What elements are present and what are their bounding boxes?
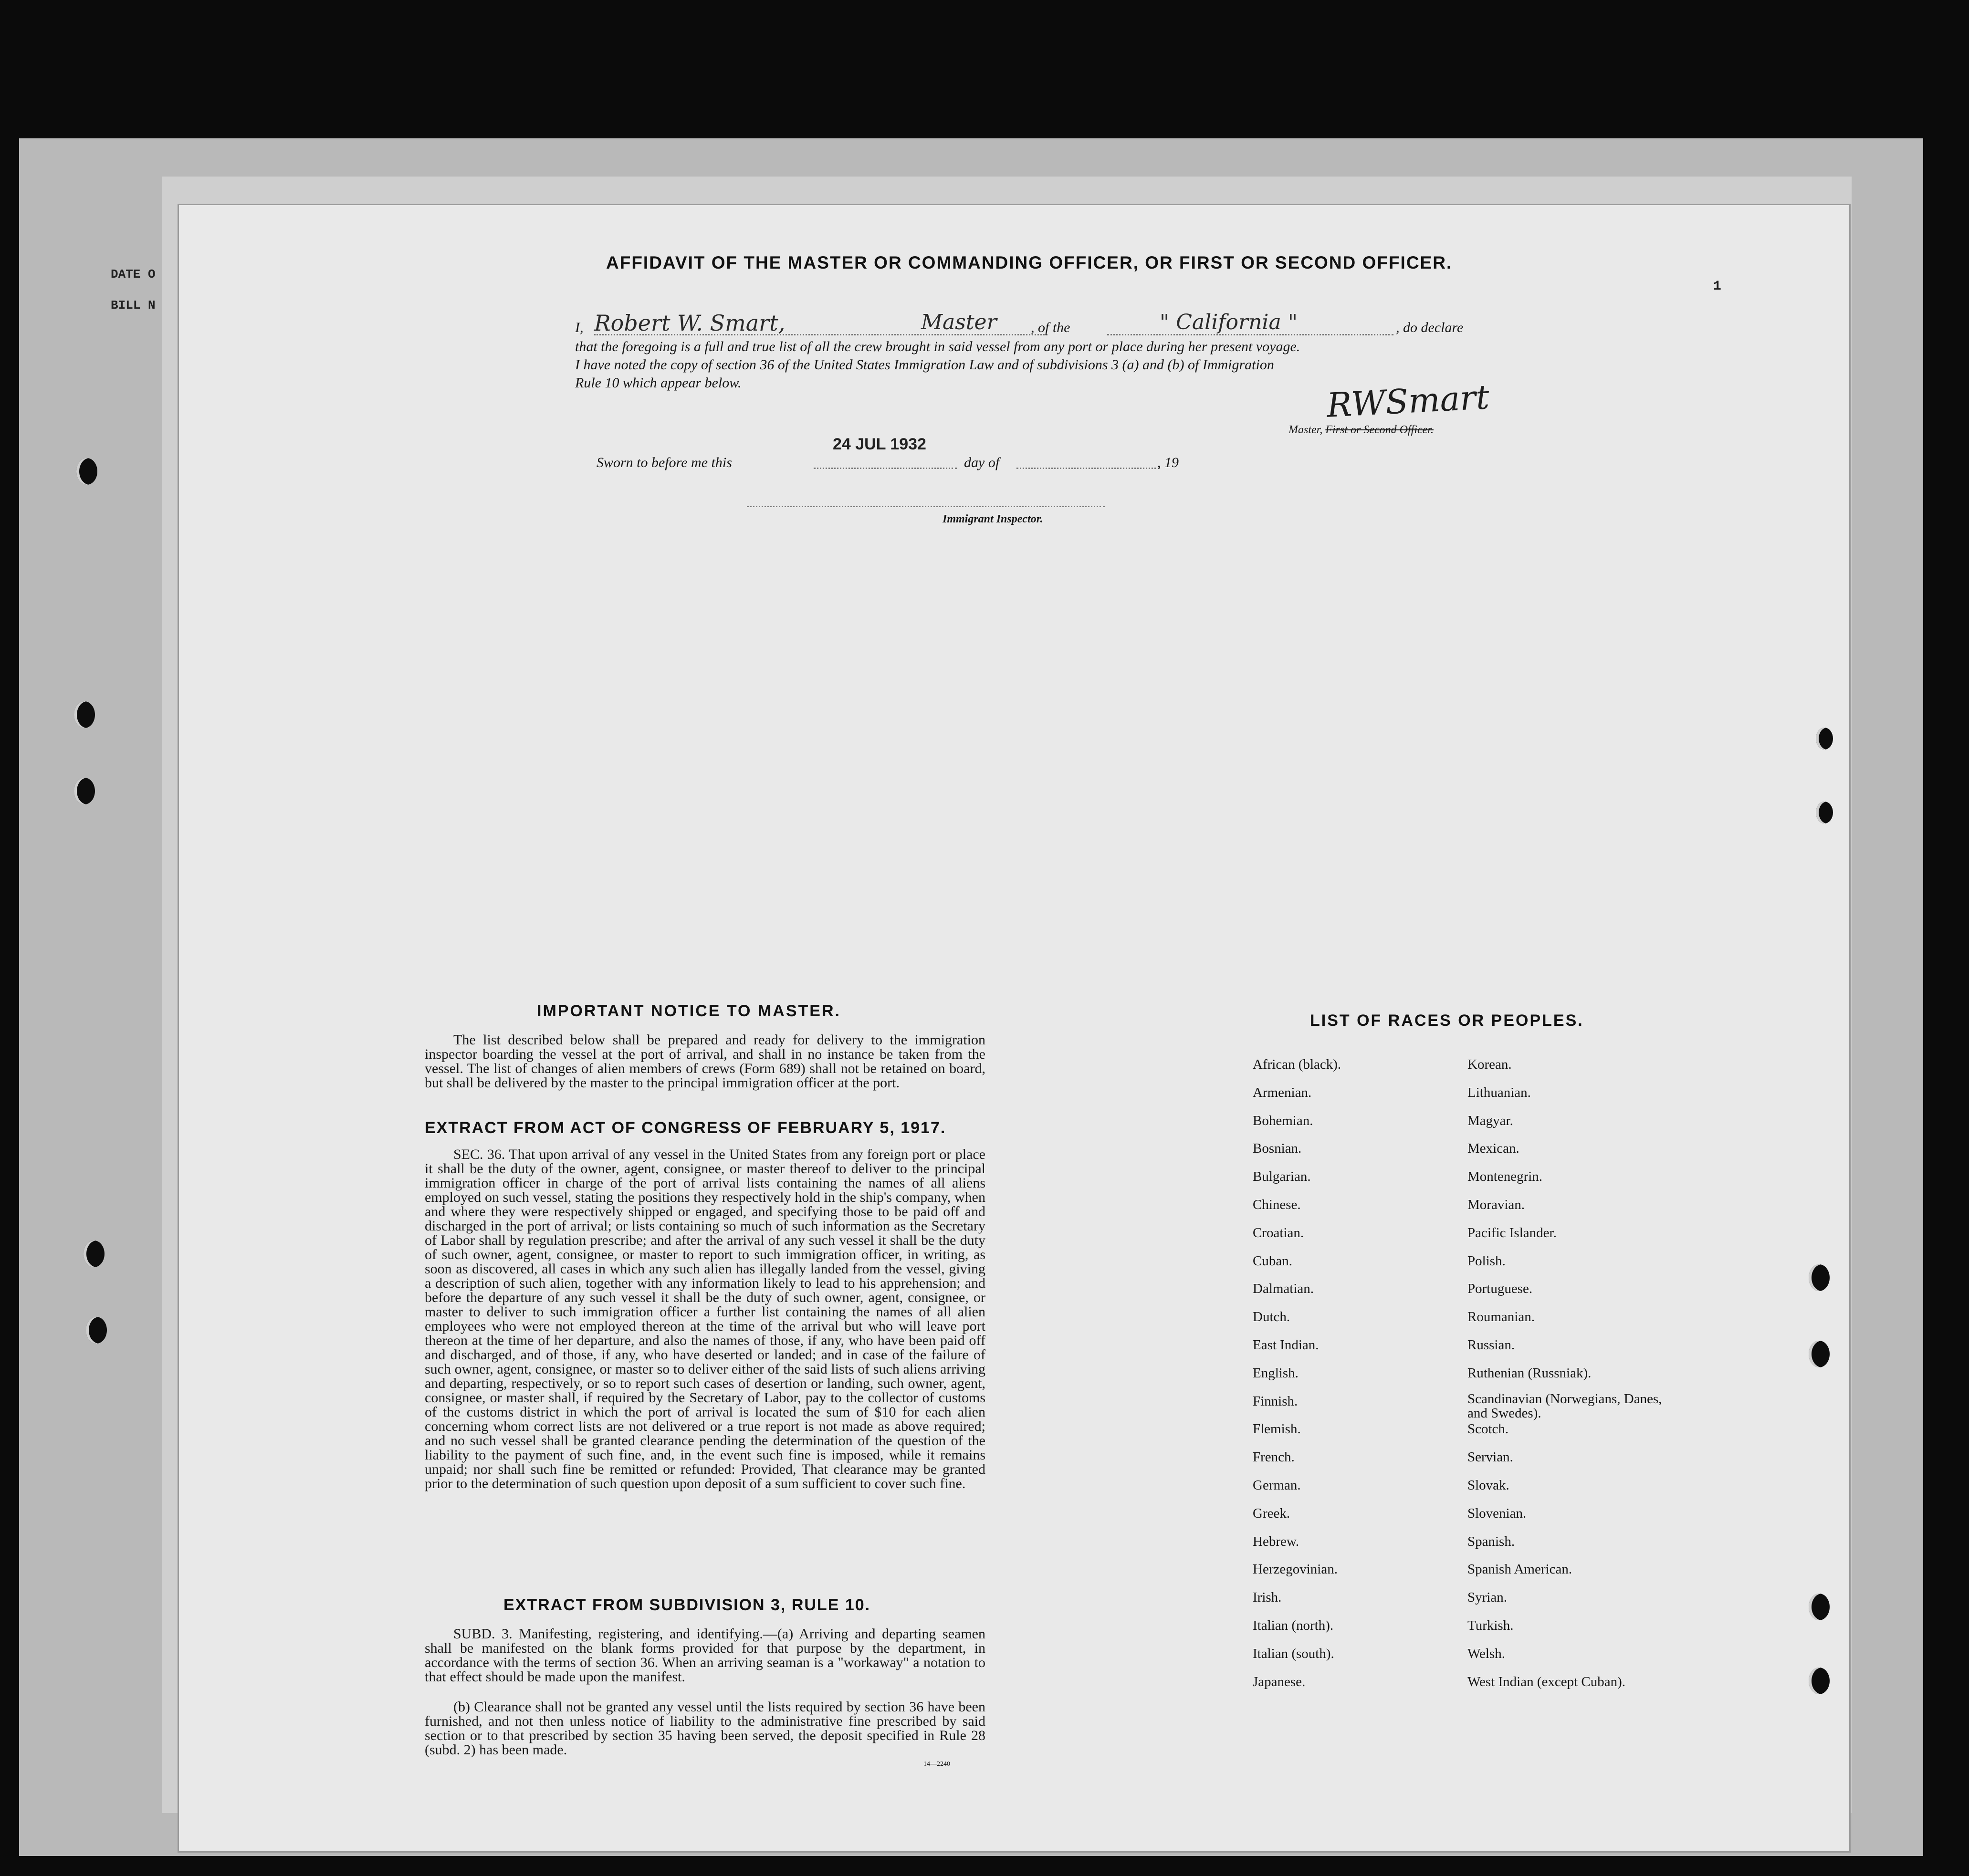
race-item: Polish. xyxy=(1467,1253,1506,1269)
race-item: Bosnian. xyxy=(1253,1141,1302,1157)
signature-caption-struck: First or Second Officer. xyxy=(1325,424,1434,436)
race-item: Armenian. xyxy=(1253,1084,1312,1100)
edge-bill-label: BILL N xyxy=(111,298,156,313)
race-item: Italian (north). xyxy=(1253,1618,1334,1633)
master-name: Robert W. Smart, xyxy=(594,310,786,336)
master-rank: Master xyxy=(921,310,997,334)
vessel-rule xyxy=(1107,334,1393,335)
race-item: Syrian. xyxy=(1467,1590,1507,1605)
race-item: Scotch. xyxy=(1467,1421,1509,1437)
race-item: Herzegovinian. xyxy=(1253,1562,1338,1577)
punch-hole xyxy=(1809,1594,1830,1620)
affidavit-line-2: that the foregoing is a full and true list of all the crew brought in said vessel from any port or place during her present voyage. xyxy=(575,339,1300,354)
race-item: Ruthenian (Russniak). xyxy=(1467,1365,1592,1381)
race-item: Spanish American. xyxy=(1467,1562,1572,1577)
race-item: Slovenian. xyxy=(1467,1505,1527,1521)
race-item: Scandinavian (Norwegians, Danes, and Swedes). xyxy=(1467,1391,1662,1421)
race-item: Portuguese. xyxy=(1467,1281,1533,1297)
affidavit-line-3: I have noted the copy of section 36 of the United States Immigration Law and of subdivisions 3 (a) and (b) of Immigration xyxy=(575,357,1274,373)
affidavit-title: AFFIDAVIT OF THE MASTER OR COMMANDING OFFICER, OR FIRST OR SECOND OFFICER. xyxy=(606,253,1453,272)
affidavit-line-4: Rule 10 which appear below. xyxy=(575,375,742,391)
race-item: Chinese. xyxy=(1253,1197,1301,1212)
affidavit-page xyxy=(179,205,1849,1851)
race-item: Spanish. xyxy=(1467,1533,1515,1549)
year-prefix: , 19 xyxy=(1157,455,1179,470)
signature-caption-master: Master, xyxy=(1288,424,1323,436)
race-item: Dalmatian. xyxy=(1253,1281,1314,1297)
day-rule xyxy=(814,468,957,469)
race-item: Lithuanian. xyxy=(1467,1084,1531,1100)
race-item: Slovak. xyxy=(1467,1478,1509,1493)
race-item: Roumanian. xyxy=(1467,1309,1535,1325)
race-item: Irish. xyxy=(1253,1590,1282,1605)
rule-extract-para-b: (b) Clearance shall not be granted any vessel until the lists required by section 36 have been furnished, and not then unless notice of liability to the administrative fine prescribed by said section or to that prescribed by section 35 having been served, the deposit specified in Rule 28 (subd. 2) has been made. xyxy=(425,1699,985,1758)
race-item: Welsh. xyxy=(1467,1646,1506,1661)
edge-date-label: DATE O xyxy=(111,267,156,281)
corner-mark: 1 xyxy=(1713,279,1721,294)
race-item: Flemish. xyxy=(1253,1421,1301,1437)
races-title: LIST OF RACES OR PEOPLES. xyxy=(1310,1011,1584,1030)
do-declare: , do declare xyxy=(1396,320,1464,335)
race-item: Pacific Islander. xyxy=(1467,1225,1557,1240)
signature-caption xyxy=(1288,424,1434,437)
inspector-rule xyxy=(747,506,1105,507)
of-the: , of the xyxy=(1031,320,1070,335)
race-item: Bohemian. xyxy=(1253,1113,1313,1128)
notice-body: The list described below shall be prepared and ready for delivery to the immigration inspector boarding the vessel at the port of arrival, and shall in no instance be taken from the vessel. The list of changes of alien members of crews (Form 689) shall not be retained on board, but shall be delivered by the master to the principal immigration officer at the port. xyxy=(425,1032,985,1091)
race-item: Servian. xyxy=(1467,1449,1513,1465)
punch-hole xyxy=(84,1240,105,1267)
race-item: Croatian. xyxy=(1253,1225,1304,1240)
punch-hole xyxy=(74,701,95,728)
race-item: Russian. xyxy=(1467,1337,1515,1353)
race-item: Turkish. xyxy=(1467,1618,1514,1633)
race-item: Italian (south). xyxy=(1253,1646,1334,1661)
affidavit-i: I, xyxy=(575,320,584,335)
race-item: West Indian (except Cuban). xyxy=(1467,1674,1626,1689)
race-item: Hebrew. xyxy=(1253,1533,1299,1549)
race-item: French. xyxy=(1253,1449,1295,1465)
month-rule xyxy=(1016,468,1160,469)
race-item: German. xyxy=(1253,1478,1301,1493)
race-item: Dutch. xyxy=(1253,1309,1290,1325)
race-item: English. xyxy=(1253,1365,1299,1381)
race-item: Bulgarian. xyxy=(1253,1169,1311,1185)
inspector-caption: Immigrant Inspector. xyxy=(943,513,1043,525)
rule-extract-title: EXTRACT FROM SUBDIVISION 3, RULE 10. xyxy=(503,1596,871,1614)
act-extract-body: SEC. 36. That upon arrival of any vessel in the United States from any foreign port or place it shall be the duty of the owner, agent, consignee, or master thereof to deliver to the principal immigration officer in charge of the port of arrival lists containing the names of all aliens employed on such vessel, stating the positions they respectively hold in the ship's company, when and where they were respectively shipped or engaged, and specifying those to be paid off and discharged in the port of arrival; or lists containing so much of such information as the Secretary of Labor shall by regulation prescribe; and after the arrival of any such vessel it shall be the duty of such owner, agent, consignee, or master to report to such immigration officer, in writing, as soon as discovered, all cases in which any such alien has illegally landed from the vessel, giving a description of such alien, together with any information likely to lead to his apprehension; and before the departure of any such vessel it shall be the duty of such owner, agent, consignee, or master to deliver to such immigration officer a further list containing the names of all alien employees who were not employed thereon at the time of the arrival but who will leave port thereon at the time of her departure, and also the names of those, if any, who have been paid off and discharged, and of those, if any, who have deserted or landed; and in case of the failure of such owner, agent, consignee, or master so to deliver either of the said lists of such aliens arriving and departing, respectively, or so to report such cases of desertion or landing, such owner, agent, consignee, or master shall, if required by the Secretary of Labor, pay to the collector of customs of the customs district in which the port of arrival is located the sum of $10 for each alien concerning whom correct lists are not delivered or a true report is not made as above required; and no such vessel shall be granted clearance pending the determination of the question of the liability to the payment of such fine, and, in the event such fine is imposed, while it remains unpaid; nor shall such fine be remitted or refunded: Provided, That clearance may be granted prior to the determination of such question upon deposit of a sum sufficient to cover such fine. xyxy=(425,1146,985,1491)
act-extract-title: EXTRACT FROM ACT OF CONGRESS OF FEBRUARY 5, 1917. xyxy=(425,1119,946,1137)
name-rule xyxy=(594,334,1047,335)
punch-hole xyxy=(74,778,95,804)
punch-hole xyxy=(1809,1668,1830,1694)
punch-hole xyxy=(86,1317,107,1344)
date-stamp: 24 JUL 1932 xyxy=(833,435,926,453)
punch-hole xyxy=(1809,1264,1830,1291)
race-item: Finnish. xyxy=(1253,1393,1298,1409)
notice-title: IMPORTANT NOTICE TO MASTER. xyxy=(537,1002,841,1020)
rule-extract-para-a: SUBD. 3. Manifesting, registering, and identifying.—(a) Arriving and departing seamen shall be manifested on the blank forms provided for that purpose by the department, in accordance with the terms of section 36. When an arriving seaman is a "workaway" a notation to that effect should be made upon the manifest. xyxy=(425,1626,985,1685)
sworn-text: Sworn to before me this xyxy=(597,455,732,470)
race-item: East Indian. xyxy=(1253,1337,1319,1353)
race-item: Japanese. xyxy=(1253,1674,1306,1689)
punch-hole xyxy=(1809,1341,1830,1367)
race-item: Cuban. xyxy=(1253,1253,1292,1269)
race-item: Korean. xyxy=(1467,1057,1512,1072)
vessel-name: " California " xyxy=(1160,310,1298,334)
race-item: Montenegrin. xyxy=(1467,1169,1543,1185)
form-number: 14—2240 xyxy=(923,1761,950,1768)
master-signature: RWSmart xyxy=(1326,377,1490,425)
punch-hole xyxy=(1816,802,1833,823)
race-item: Greek. xyxy=(1253,1505,1290,1521)
day-of: day of xyxy=(964,455,1000,470)
race-item: Mexican. xyxy=(1467,1141,1519,1157)
race-item: African (black). xyxy=(1253,1057,1341,1072)
punch-hole xyxy=(1816,728,1833,750)
race-item: Moravian. xyxy=(1467,1197,1525,1212)
punch-hole xyxy=(76,458,97,485)
race-item: Magyar. xyxy=(1467,1113,1513,1128)
